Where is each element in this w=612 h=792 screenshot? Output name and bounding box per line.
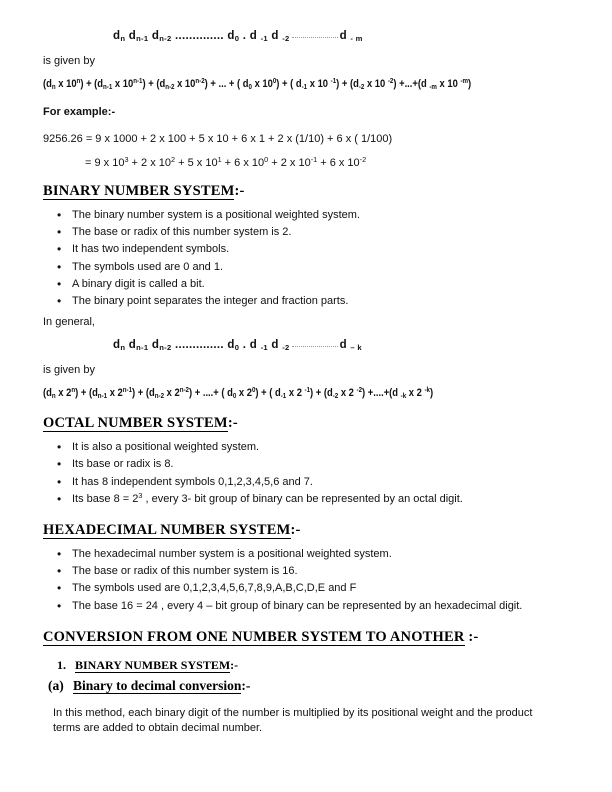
sublist-item-binary-system — [57, 658, 572, 673]
sublist-item-title: Binary to decimal conversion — [73, 677, 242, 693]
hexadecimal-section-heading — [43, 522, 572, 539]
bullet-item: • The symbols used are 0,1,2,3,4,5,6,7,8,9,A,B,C,D,E and F — [57, 580, 572, 597]
binary-section-suffix: :- — [234, 183, 245, 199]
bullet-item: • Its base $8 = 2^3$ , every 3- bit group of binary can be represented by an octal digit. — [57, 491, 572, 508]
binary-bullet-list — [57, 207, 572, 310]
sublist-item-suffix: :- — [230, 657, 239, 672]
bullet-item: • The base or radix of this number system is 2. — [57, 224, 572, 241]
octal-section-heading — [43, 415, 572, 432]
method-description: In this method, each binary digit of the number is multiplied by its positional weight and the product terms are added to obtain decimal number. — [53, 706, 533, 735]
sublist-item-title: BINARY NUMBER SYSTEM — [75, 657, 231, 672]
digit-sequence-decimal-formula: $d_n$ $d_{n-1}$ $d_{n-2}$ .............. $d_0$ . d $_{-1}$ d $_{-2}$ d $_{- m}$ — [113, 30, 363, 44]
bullet-item: • The binary number system is a positional weighted system. — [57, 207, 572, 224]
decimal-example-line-1: 9256.26 = 9 x 1000 + 2 x 100 + 5 x 10 + 6 x 1 + 2 x (1/10) + 6 x ( 1/100) — [43, 133, 393, 145]
bullet-item: • Its base or radix is 8. — [57, 456, 572, 473]
bullet-item: • It is also a positional weighted system. — [57, 439, 572, 456]
bullet-item: • The base or radix of this number system is 16. — [57, 563, 572, 580]
decimal-expansion-formula: ($d_n$ x $10^n) + (d_{n-1}$ x $10^{n-1}) + (d_{n-2}$ x $10^{n-2}$) + ... + ( $d_0$ x $10^0$) + ( $d_{-1}$ x 10 $^{-1}) + (d_{-2}$ x 10 $^{-2}$) +...+(d $_{-m}$ x 10 $^{-m}$) — [43, 77, 472, 91]
conversion-section-suffix: :- — [464, 628, 479, 645]
is-given-by-text-1: is given by — [43, 55, 95, 67]
bullet-item: • It has 8 independent symbols 0,1,2,3,4,5,6 and 7. — [57, 474, 572, 491]
octal-section-suffix: :- — [227, 415, 238, 432]
hexadecimal-section-title: HEXADECIMAL NUMBER SYSTEM — [43, 522, 291, 539]
conversion-section-title: CONVERSION FROM ONE NUMBER SYSTEM TO ANOTHER — [43, 628, 465, 645]
hexadecimal-bullet-list — [57, 546, 572, 615]
for-example-label: For example:- — [43, 106, 116, 118]
conversion-section-heading — [43, 629, 572, 646]
bullet-item: • The symbols used are 0 and 1. — [57, 259, 572, 276]
digit-sequence-binary-formula: $d_n$ $d_{n-1}$ $d_{n-2}$ .............. $d_0$ . d $_{-1}$ d $_{-2}$ d $_{- k}$ — [113, 339, 362, 353]
binary-expansion-formula: ($d_n$ x $2^n) + (d_{n-1}$ x $2^{n-1}) + (d_{n-2}$ x $2^{n-2}$) + ....+ ( $d_0$ x $2^0$) + ( $d_{-1}$ x 2 $^{-1}) + (d_{-2}$ x 2 $^{-2}$) +....+(d $_{-k}$ x 2 $^{-k}$) — [43, 386, 434, 401]
conversion-sublist — [43, 658, 572, 694]
bullet-item: • It has two independent symbols. — [57, 241, 572, 258]
sublist-item-number: 1. — [57, 657, 66, 672]
octal-bullet-list — [57, 439, 572, 508]
sublist-item-letter: (a) — [48, 677, 64, 693]
bullet-item: • The binary point separates the integer and fraction parts. — [57, 293, 572, 310]
in-general-text: In general, — [43, 316, 95, 329]
bullet-item: • The hexadecimal number system is a positional weighted system. — [57, 546, 572, 563]
binary-section-title: BINARY NUMBER SYSTEM — [43, 183, 235, 199]
binary-section-heading — [43, 183, 572, 200]
sublist-item-suffix: :- — [241, 677, 251, 693]
hexadecimal-section-suffix: :- — [290, 522, 301, 539]
bullet-item: • A binary digit is called a bit. — [57, 276, 572, 293]
is-given-by-text-2: is given by — [43, 364, 95, 377]
decimal-example-line-2: = 9 x $10^3 + 2$ x $10^2 + 5$ x $10^1 + 6$ x $10^0 + 2$ x $10^{-1} + 6$ x $10^{-2}$ — [85, 155, 367, 169]
octal-section-title: OCTAL NUMBER SYSTEM — [43, 415, 228, 432]
bullet-item: • The base 16 = 24 , every 4 – bit group of binary can be represented by an hexadecimal digit. — [57, 598, 572, 615]
sublist-item-binary-to-decimal — [48, 678, 572, 694]
